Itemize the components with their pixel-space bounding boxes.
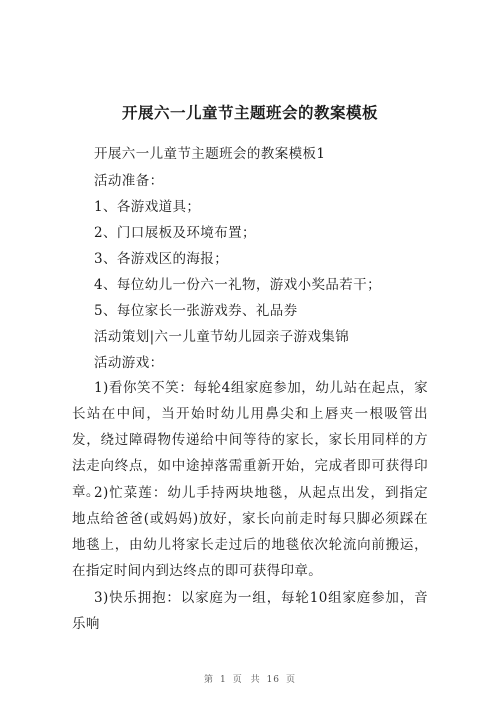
game-paragraph-3: 3)快乐拥抱：以家庭为一组，每轮10组家庭参加，音乐响: [72, 590, 428, 632]
subtitle-line: 开展六一儿童节主题班会的教案模板1: [94, 146, 326, 162]
document-title: 开展六一儿童节主题班会的教案模板: [121, 103, 378, 122]
footer-suffix: 页: [286, 675, 297, 685]
game-paragraph-2: 2)忙菜莲：幼儿手持两块地毯，从起点出发，到指定地点给爸爸(或妈妈)放好，家长向前走时每只脚必须踩在地毯上，由幼儿将家长走过后的地毯依次轮流向前搬运，在指定时间内到达终点的即可获得印章。: [72, 485, 428, 579]
page-footer: [0, 672, 500, 685]
list-item: 1、各游戏道具；: [94, 199, 201, 215]
game-paragraph-1: 1)看你笑不笑：每轮4组家庭参加，幼儿站在起点，家长站在中间，当开始时幼儿用鼻尖和上唇夹一根吸管出发，绕过障碍物传递给中间等待的家长，家长用同样的方法走向终点，如中途掉落需重新开始，完成者即可获得印章。: [72, 380, 428, 500]
footer-middle: 页 共: [232, 675, 261, 685]
footer-page-number: 1: [219, 675, 227, 685]
list-item: 4、每位幼儿一份六一礼物，游戏小奖品若干；: [94, 277, 381, 293]
section-heading-preparation: 活动准备：: [94, 173, 164, 189]
section-heading-games: 活动游戏：: [94, 355, 164, 371]
activity-plan-line: 活动策划|六一儿童节幼儿园亲子游戏集锦: [94, 329, 350, 345]
footer-total-pages: 16: [266, 675, 281, 685]
list-item: 3、各游戏区的海报；: [94, 251, 229, 267]
list-item: 2、门口展板及环境布置；: [94, 225, 256, 241]
footer-prefix: 第: [203, 675, 214, 685]
list-item: 5、每位家长一张游戏券、礼品券: [94, 303, 298, 319]
